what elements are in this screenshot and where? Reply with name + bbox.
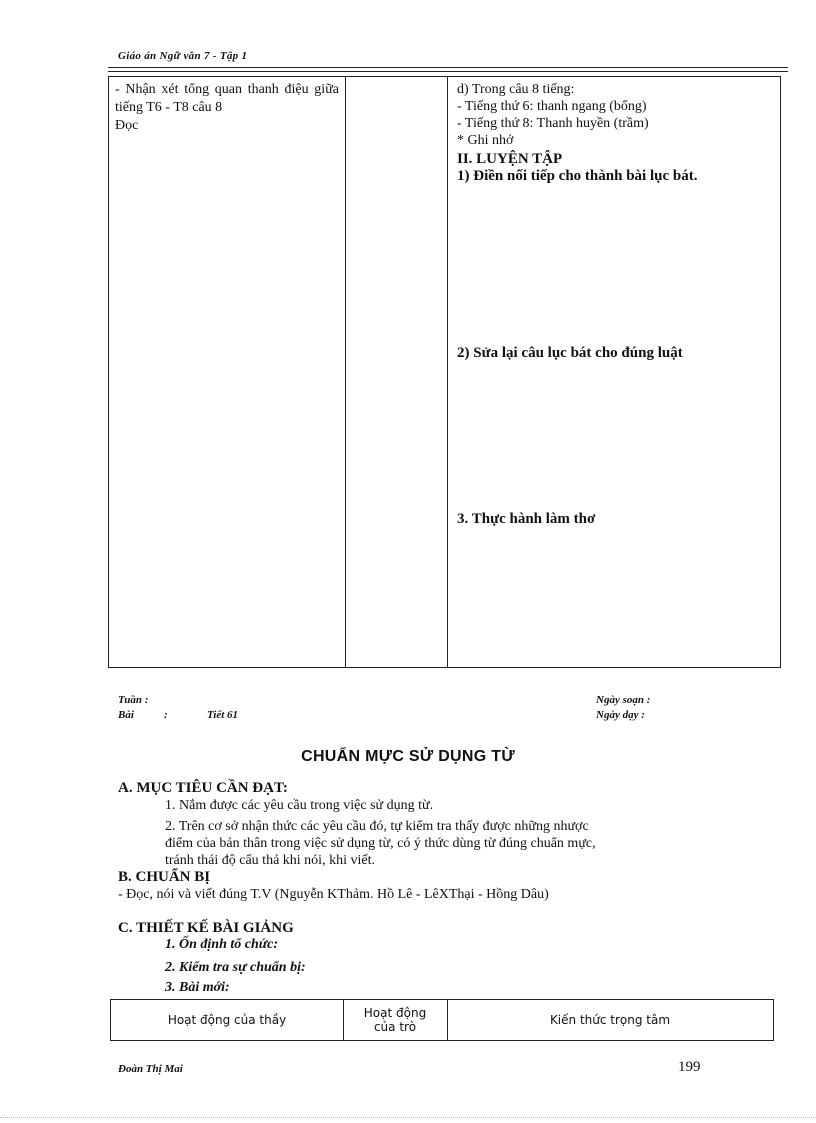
preparation-text: - Đọc, nói và viết đúng T.V (Nguyễn KThảm. Hồ Lê - LêXThại - Hồng Dâu): [118, 887, 549, 902]
page-number: 199: [678, 1059, 701, 1075]
lesson-colon: :: [164, 709, 168, 721]
section-b-heading: B. CHUẨN BỊ: [118, 869, 211, 885]
objective-2-line-1: 2. Trên cơ sở nhận thức các yêu cầu đó, tự kiểm tra thấy được những nhược: [165, 819, 589, 834]
lesson-plan-table-header: [110, 999, 774, 1041]
table-divider-2: [447, 77, 448, 667]
teacher-activity-cell: [109, 77, 345, 135]
step-1: 1. Ổn định tổ chức:: [165, 937, 279, 952]
step-2: 2. Kiểm tra sự chuẩn bị:: [165, 960, 306, 975]
period-label: Tiết 61: [207, 709, 239, 721]
bottom-dotted-rule: [0, 1117, 816, 1118]
lesson-label: Bài: [118, 709, 134, 721]
practice-task-3: 3. Thực hành làm thơ: [457, 511, 596, 527]
knowledge-line: * Ghi nhớ: [457, 133, 514, 148]
section-c-heading: C. THIẾT KẾ BÀI GIẢNG: [118, 920, 294, 936]
lesson-title: CHUẨN MỰC SỬ DỤNG TỪ: [301, 748, 515, 765]
week-label: Tuần :: [118, 694, 149, 706]
author-name: Đoàn Thị Mai: [118, 1063, 183, 1075]
read-note: Đọc: [115, 118, 139, 133]
objective-1: 1. Nắm được các yêu cầu trong việc sử dụng từ.: [165, 798, 434, 813]
activity-table: [108, 76, 781, 668]
step-3: 3. Bài mới:: [165, 980, 230, 995]
page-header-title: Giáo án Ngữ văn 7 - Tập 1: [118, 50, 248, 62]
section-a-heading: A. MỤC TIÊU CẦN ĐẠT:: [118, 780, 288, 796]
student-activity-header-line-1: Hoạt động: [363, 1006, 427, 1020]
table-divider-1: [345, 77, 346, 667]
teacher-activity-header: Hoạt động của thầy: [167, 1013, 287, 1027]
knowledge-cell: [453, 77, 783, 185]
student-activity-header: [343, 1000, 447, 1040]
date-taught-label: Ngày dạy :: [596, 709, 645, 721]
header-rule-bottom: [108, 71, 788, 72]
core-knowledge-header: Kiến thức trọng tâm: [549, 1013, 671, 1027]
objective-2-line-3: tránh thái độ cẩu thả khi nói, khi viết.: [165, 853, 375, 868]
tone-analysis-text: - Nhận xét tổng quan thanh điệu giữa tiếng T6 - T8 câu 8: [115, 82, 339, 115]
practice-task-1: 1) Điền nối tiếp cho thành bài lục bát.: [457, 168, 698, 184]
header-rule-top: [108, 67, 788, 68]
practice-heading: II. LUYỆN TẬP: [457, 151, 563, 167]
date-prepared-label: Ngày soạn :: [596, 694, 651, 706]
student-activity-header-line-2: của trò: [373, 1020, 417, 1034]
objective-2-line-2: điểm của bản thân trong việc sử dụng từ, có ý thức dùng từ đúng chuẩn mực,: [165, 836, 596, 851]
knowledge-line: d) Trong câu 8 tiếng:: [457, 82, 575, 97]
practice-task-2: 2) Sửa lại câu lục bát cho đúng luật: [457, 345, 683, 361]
knowledge-line: - Tiếng thứ 8: Thanh huyền (trầm): [457, 116, 649, 131]
knowledge-line: - Tiếng thứ 6: thanh ngang (bổng): [457, 99, 647, 114]
